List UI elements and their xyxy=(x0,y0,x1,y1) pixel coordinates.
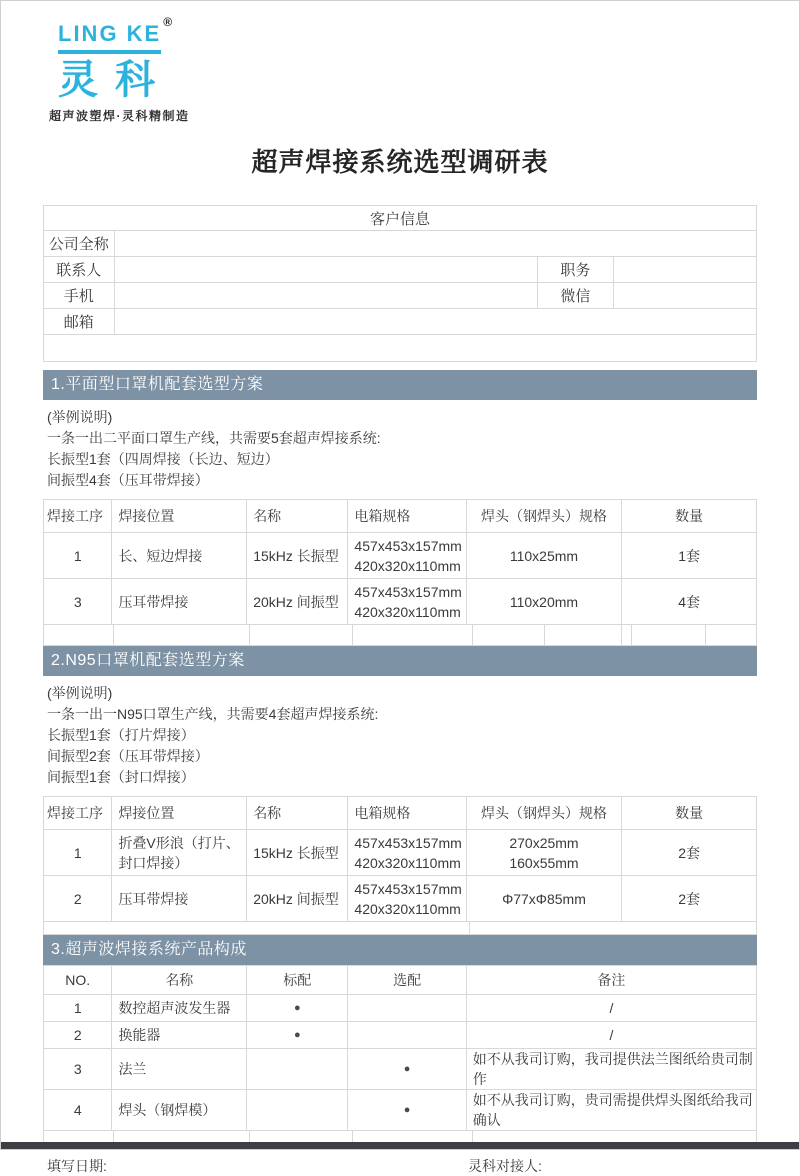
bottom-bar xyxy=(1,1142,799,1149)
col-position: 焊接位置 xyxy=(112,500,247,533)
logo-tagline: 超声波塑焊·灵科精制造 xyxy=(49,109,190,123)
table-row xyxy=(44,309,757,335)
qty-cell: 2套 xyxy=(622,830,757,876)
wechat-value-cell[interactable] xyxy=(613,283,756,309)
name-cell: 焊头（钢焊模） xyxy=(112,1090,247,1131)
optional-dot-icon xyxy=(348,995,466,1022)
section1-spec-table xyxy=(43,499,757,625)
customer-info-table xyxy=(43,205,757,362)
note-line: 间振型2套（压耳带焊接） xyxy=(47,748,209,764)
box-spec-cell xyxy=(348,830,466,876)
name-cell: 法兰 xyxy=(112,1049,247,1090)
section1-notes xyxy=(43,400,757,499)
col-position: 焊接位置 xyxy=(112,797,247,830)
empty-grid-cell xyxy=(622,625,632,645)
company-value-cell[interactable] xyxy=(114,231,756,257)
horn-spec-line: 270x25mm xyxy=(509,834,579,851)
name-cell: 20kHz 间振型 xyxy=(247,876,348,922)
no-cell: 3 xyxy=(44,1049,112,1090)
table-row xyxy=(44,335,757,362)
step-cell: 3 xyxy=(44,579,112,625)
qty-cell: 2套 xyxy=(622,876,757,922)
optional-dot-icon: ● xyxy=(348,1090,466,1131)
standard-dot-icon: ● xyxy=(247,995,348,1022)
note-line: 一条一出二平面口罩生产线，共需要5套超声焊接系统: xyxy=(47,430,381,446)
col-name: 名称 xyxy=(247,797,348,830)
table-row xyxy=(44,1090,757,1131)
position-cell: 压耳带焊接 xyxy=(112,876,247,922)
page-content xyxy=(43,1,757,1176)
product-composition-table xyxy=(43,965,757,1131)
remark-cell: / xyxy=(466,995,756,1022)
col-no: NO. xyxy=(44,966,112,995)
customer-info-header: 客户信息 xyxy=(44,206,757,231)
section2-spec-table xyxy=(43,796,757,922)
step-cell: 2 xyxy=(44,876,112,922)
table-row xyxy=(44,206,757,231)
box-spec-line: 420x320x110mm xyxy=(354,557,461,574)
table-row xyxy=(44,995,757,1022)
table-row xyxy=(44,257,757,283)
box-spec-cell xyxy=(348,876,466,922)
position-cell: 折叠V形浪（打片、封口焊接） xyxy=(112,830,247,876)
logo-wordmark xyxy=(58,15,173,54)
wechat-label: 微信 xyxy=(538,283,614,309)
col-remark: 备注 xyxy=(466,966,756,995)
table-row xyxy=(44,283,757,309)
optional-dot-icon xyxy=(348,1022,466,1049)
position-cell: 压耳带焊接 xyxy=(112,579,247,625)
logo-brand-en: LING KE xyxy=(58,21,161,54)
empty-grid-cell xyxy=(632,625,706,645)
note-line: (举例说明) xyxy=(47,685,113,701)
qty-cell: 4套 xyxy=(622,579,757,625)
contact-value-cell[interactable] xyxy=(114,257,538,283)
col-qty: 数量 xyxy=(622,797,757,830)
col-name: 名称 xyxy=(112,966,247,995)
grid-remnant-row xyxy=(43,922,757,935)
box-spec-line: 457x453x157mm xyxy=(354,880,462,897)
box-spec-cell xyxy=(348,533,466,579)
col-standard: 标配 xyxy=(247,966,348,995)
qty-cell: 1套 xyxy=(622,533,757,579)
step-cell: 1 xyxy=(44,830,112,876)
name-cell: 15kHz 长振型 xyxy=(247,830,348,876)
empty-grid-cell xyxy=(706,625,756,645)
table-row xyxy=(44,533,757,579)
logo-brand-cn: 灵科 xyxy=(58,58,172,102)
mobile-label: 手机 xyxy=(44,283,115,309)
horn-spec-cell xyxy=(466,830,621,876)
empty-grid-cell xyxy=(44,335,757,362)
mobile-value-cell[interactable] xyxy=(114,283,538,309)
box-spec-line: 420x320x110mm xyxy=(354,900,461,917)
empty-grid-cell xyxy=(473,625,545,645)
horn-spec-cell: 110x25mm xyxy=(466,533,621,579)
box-spec-line: 457x453x157mm xyxy=(354,537,462,554)
contact-label: 联系人 xyxy=(44,257,115,283)
table-row xyxy=(44,1022,757,1049)
col-step: 焊接工序 xyxy=(44,500,112,533)
step-cell: 1 xyxy=(44,533,112,579)
no-cell: 2 xyxy=(44,1022,112,1049)
box-spec-line: 457x453x157mm xyxy=(354,583,462,600)
remark-cell: / xyxy=(466,1022,756,1049)
note-line: 间振型1套（封口焊接） xyxy=(47,769,195,785)
note-line: 间振型4套（压耳带焊接） xyxy=(47,472,209,488)
empty-grid-cell xyxy=(44,922,470,934)
box-spec-line: 457x453x157mm xyxy=(354,834,462,851)
col-horn-spec: 焊头（钢焊头）规格 xyxy=(466,797,621,830)
optional-dot-icon: ● xyxy=(348,1049,466,1090)
section3-header: 3.超声波焊接系统产品构成 xyxy=(43,935,757,965)
table-header-row xyxy=(44,966,757,995)
col-horn-spec: 焊头（钢焊头）规格 xyxy=(466,500,621,533)
horn-spec-cell: 110x20mm xyxy=(466,579,621,625)
remark-cell: 如不从我司订购，贵司需提供焊头图纸给我司确认 xyxy=(466,1090,756,1131)
box-spec-line: 420x320x110mm xyxy=(354,603,461,620)
no-cell: 1 xyxy=(44,995,112,1022)
position-value-cell[interactable] xyxy=(613,257,756,283)
table-row xyxy=(44,830,757,876)
page-title: 超声焊接系统选型调研表 xyxy=(251,147,549,177)
empty-grid-cell xyxy=(114,625,250,645)
col-box-spec: 电箱规格 xyxy=(348,797,466,830)
table-row xyxy=(44,1049,757,1090)
empty-grid-cell xyxy=(545,625,622,645)
standard-dot-icon xyxy=(247,1049,348,1090)
horn-spec-cell: Φ77xΦ85mm xyxy=(466,876,621,922)
no-cell: 4 xyxy=(44,1090,112,1131)
table-header-row xyxy=(44,797,757,830)
col-optional: 选配 xyxy=(348,966,466,995)
empty-grid-cell xyxy=(353,625,473,645)
company-label: 公司全称 xyxy=(44,231,115,257)
email-label: 邮箱 xyxy=(44,309,115,335)
lingke-logo xyxy=(49,1,757,124)
note-line: 一条一出一N95口罩生产线，共需要4套超声焊接系统: xyxy=(47,706,379,722)
note-line: (举例说明) xyxy=(47,409,113,425)
section1-header: 1.平面型口罩机配套选型方案 xyxy=(43,370,757,400)
remark-cell: 如不从我司订购，我司提供法兰图纸给贵司制作 xyxy=(466,1049,756,1090)
table-row xyxy=(44,579,757,625)
col-step: 焊接工序 xyxy=(44,797,112,830)
name-cell: 换能器 xyxy=(112,1022,247,1049)
empty-grid-cell xyxy=(44,625,114,645)
table-row xyxy=(44,231,757,257)
empty-grid-cell xyxy=(470,922,756,934)
table-header-row xyxy=(44,500,757,533)
fill-date-label: 填写日期: xyxy=(47,1158,107,1174)
contact-person-label: 灵科对接人: xyxy=(468,1158,542,1174)
section2-notes xyxy=(43,676,757,796)
name-cell: 15kHz 长振型 xyxy=(247,533,348,579)
horn-spec-line: 160x55mm xyxy=(509,854,579,871)
email-value-cell[interactable] xyxy=(114,309,756,335)
section2-header: 2.N95口罩机配套选型方案 xyxy=(43,646,757,676)
name-cell: 数控超声波发生器 xyxy=(112,995,247,1022)
registered-trademark-icon: ® xyxy=(163,15,173,29)
col-box-spec: 电箱规格 xyxy=(348,500,466,533)
position-label: 职务 xyxy=(538,257,614,283)
form-footer xyxy=(43,1156,757,1176)
col-name: 名称 xyxy=(247,500,348,533)
grid-remnant-row xyxy=(43,625,757,646)
box-spec-line: 420x320x110mm xyxy=(354,854,461,871)
box-spec-cell xyxy=(348,579,466,625)
table-row xyxy=(44,876,757,922)
standard-dot-icon xyxy=(247,1090,348,1131)
standard-dot-icon: ● xyxy=(247,1022,348,1049)
name-cell: 20kHz 间振型 xyxy=(247,579,348,625)
note-line: 长振型1套（四周焊接（长边、短边） xyxy=(47,451,279,467)
col-qty: 数量 xyxy=(622,500,757,533)
note-line: 长振型1套（打片焊接） xyxy=(47,727,195,743)
empty-grid-cell xyxy=(250,625,353,645)
position-cell: 长、短边焊接 xyxy=(112,533,247,579)
